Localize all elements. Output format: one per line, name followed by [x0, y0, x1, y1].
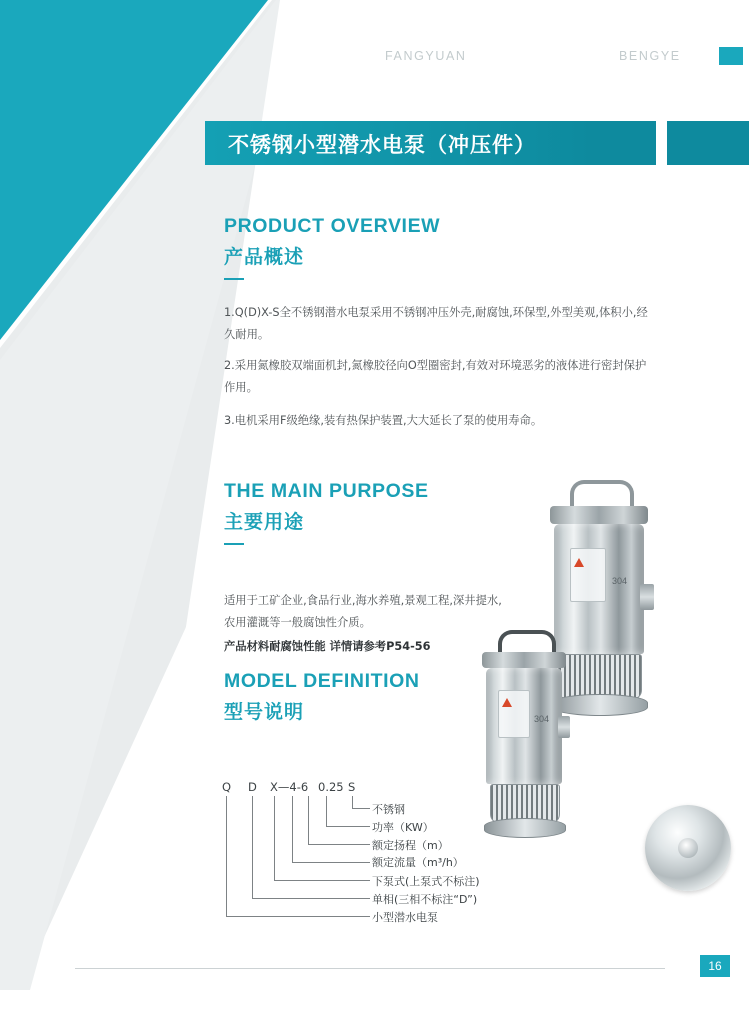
material-grade-label: 304 — [612, 576, 628, 586]
leader-line — [252, 796, 253, 898]
model-code-part-4: 0.25 — [318, 780, 344, 794]
leader-line — [326, 826, 370, 827]
purpose-paragraph-1: 适用于工矿企业,食品行业,海水养殖,景观工程,深井提水,农用灌溉等一般腐蚀性介质。 — [224, 594, 502, 629]
section-heading-en: PRODUCT OVERVIEW — [224, 215, 441, 237]
section-heading-cn: 主要用途 — [224, 511, 305, 533]
section-heading-en: MODEL DEFINITION — [224, 670, 420, 692]
section-heading-main-purpose — [224, 480, 429, 545]
model-label-3: 额定扬程（m） — [372, 839, 449, 852]
brand-name-left: FANGYUAN — [385, 49, 467, 63]
page-title: 不锈钢小型潜水电泵（冲压件） — [228, 133, 536, 157]
leader-line — [252, 898, 370, 899]
model-label-6: 单相(三相不标注“D”) — [372, 893, 478, 906]
model-code-part-3: X—4-6 — [270, 780, 309, 794]
section-heading-model-definition — [224, 670, 420, 724]
title-bar-notch — [656, 121, 667, 165]
leader-line — [226, 916, 370, 917]
accent-square-icon — [719, 47, 743, 65]
overview-paragraph-1: 1.Q(D)X-S全不锈钢潜水电泵采用不锈钢冲压外壳,耐腐蚀,环保型,外型美观,体积小,经久耐用。 — [224, 306, 648, 341]
model-label-7: 小型潜水电泵 — [372, 911, 438, 924]
model-code-part-5: S — [348, 780, 356, 794]
leader-line — [352, 808, 370, 809]
outlet-port-part — [558, 716, 570, 738]
model-label-1: 不锈钢 — [372, 803, 405, 816]
section-heading-cn: 产品概述 — [224, 246, 305, 268]
motor-cap-part — [482, 652, 566, 668]
model-code-part-1: Q — [222, 780, 232, 794]
leader-line — [292, 796, 293, 862]
leader-line — [308, 796, 309, 844]
section-divider — [224, 543, 244, 545]
leader-line — [274, 880, 370, 881]
motor-cap-part — [550, 506, 648, 524]
leader-line — [226, 796, 227, 916]
product-image-impeller-disc — [645, 805, 731, 891]
section-divider — [224, 278, 244, 280]
model-label-4: 额定流量（m³/h） — [372, 856, 464, 869]
product-image-pump-small — [474, 630, 578, 845]
spec-sticker — [570, 548, 606, 602]
leader-line — [352, 796, 353, 808]
section-heading-en: THE MAIN PURPOSE — [224, 480, 429, 502]
footer-divider — [75, 968, 665, 969]
overview-paragraph-2: 2.采用氮橡胶双端面机封,氮橡胶径向O型圈密封,有效对环境恶劣的液体进行密封保护作用。 — [224, 359, 647, 394]
product-image-group — [460, 470, 749, 930]
leader-line — [292, 862, 370, 863]
leader-line — [308, 844, 370, 845]
leader-line — [326, 796, 327, 826]
purpose-paragraph-2: 产品材料耐腐蚀性能 详情请参考P54-56 — [224, 640, 431, 653]
page-number-badge: 16 — [700, 955, 730, 977]
leader-line — [274, 796, 275, 880]
outlet-port-part — [640, 584, 654, 610]
overview-paragraph-3: 3.电机采用F级绝缘,装有热保护装置,大大延长了泵的使用寿命。 — [224, 414, 543, 427]
header-brand-row — [330, 45, 749, 71]
pump-body-part — [486, 668, 562, 784]
base-ring-part — [484, 818, 566, 838]
material-grade-label: 304 — [534, 714, 550, 724]
warning-triangle-icon — [502, 698, 512, 707]
section-heading-cn: 型号说明 — [224, 701, 305, 723]
model-label-2: 功率（KW） — [372, 821, 434, 834]
model-label-5: 下泵式(上泵式不标注) — [372, 875, 480, 888]
section-heading-product-overview — [224, 215, 440, 280]
warning-triangle-icon — [574, 558, 584, 567]
model-code-part-2: D — [248, 780, 257, 794]
brand-name-right: BENGYE — [619, 49, 681, 63]
